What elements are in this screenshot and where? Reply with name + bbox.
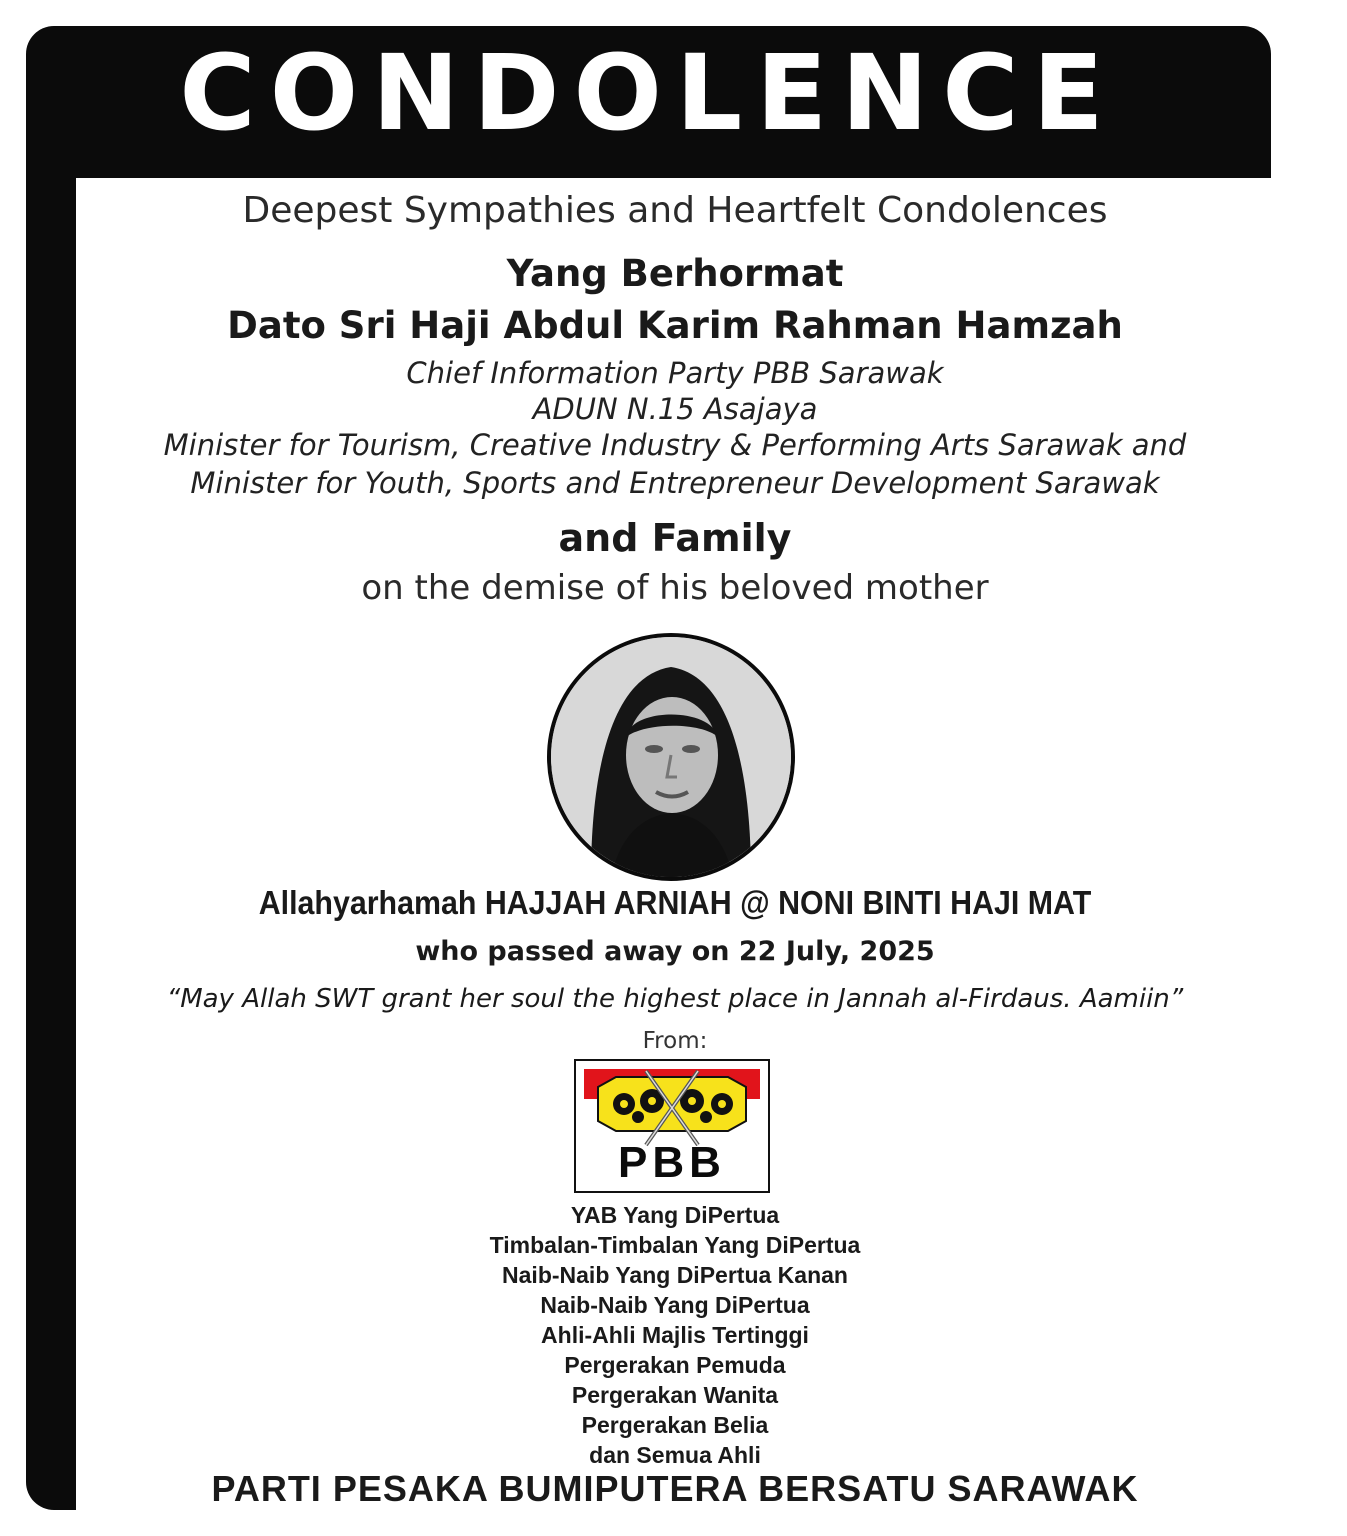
party-name: PARTI PESAKA BUMIPUTERA BERSATU SARAWAK xyxy=(211,1468,1139,1509)
role-line: ADUN N.15 Asajaya xyxy=(532,392,818,426)
role-line: Minister for Youth, Sports and Entrepreneur Development Sarawak xyxy=(190,466,1160,500)
portrait-illustration xyxy=(551,637,791,877)
honoree-name: Dato Sri Haji Abdul Karim Rahman Hamzah xyxy=(227,304,1123,347)
sender-line: YAB Yang DiPertua xyxy=(570,1202,780,1228)
subtitle: Deepest Sympathies and Heartfelt Condolences xyxy=(242,190,1108,231)
condolence-frame xyxy=(26,26,1271,1510)
sender-line: Ahli-Ahli Majlis Tertinggi xyxy=(541,1322,809,1348)
sender-line: Pergerakan Wanita xyxy=(571,1382,779,1408)
banner-title: CONDOLENCE xyxy=(179,32,1118,154)
portrait-photo xyxy=(547,633,795,881)
sender-line: Naib-Naib Yang DiPertua xyxy=(540,1292,810,1318)
sender-line: Pergerakan Belia xyxy=(581,1412,769,1438)
passed-date: who passed away on 22 July, 2025 xyxy=(415,936,935,967)
notice-panel xyxy=(76,178,1274,1513)
sender-line: dan Semua Ahli xyxy=(589,1442,761,1468)
pbb-logo xyxy=(574,1059,770,1193)
sender-line: Pergerakan Pemuda xyxy=(564,1352,786,1378)
sender-line: Naib-Naib Yang DiPertua Kanan xyxy=(502,1262,848,1288)
honorific: Yang Berhormat xyxy=(506,252,844,295)
from-label: From: xyxy=(642,1028,708,1054)
sender-line: Timbalan-Timbalan Yang DiPertua xyxy=(489,1232,861,1258)
family-line: and Family xyxy=(558,516,792,560)
role-line: Minister for Tourism, Creative Industry & Performing Arts Sarawak and xyxy=(163,428,1187,462)
role-line: Chief Information Party PBB Sarawak xyxy=(406,356,944,390)
demise-line: on the demise of his beloved mother xyxy=(361,568,989,608)
prayer-quote: “May Allah SWT grant her soul the highest place in Jannah al-Firdaus. Aamiin” xyxy=(166,984,1184,1014)
deceased-name: Allahyarhamah HAJJAH ARNIAH @ NONI BINTI HAJI MAT xyxy=(258,884,1092,921)
logo-text: PBB xyxy=(618,1138,726,1187)
